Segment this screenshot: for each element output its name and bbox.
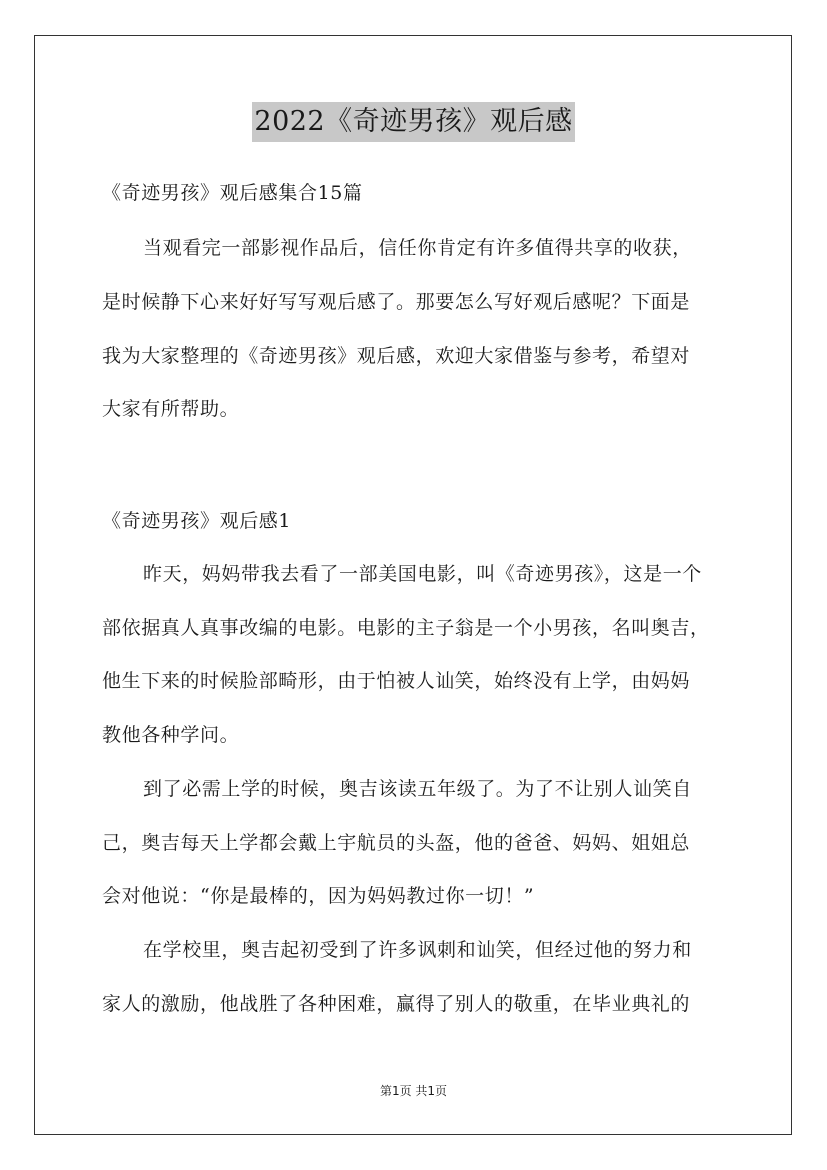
document-subtitle: 《奇迹男孩》观后感集合15篇 xyxy=(102,182,363,204)
paragraph-line: 在学校里，奥吉起初受到了许多讽刺和讪笑，但经过他的努力和 xyxy=(143,939,692,961)
paragraph-line: 到了必需上学的时候，奥吉该读五年级了。为了不让别人讪笑自 xyxy=(143,778,692,800)
document-title: 2022《奇迹男孩》观后感 xyxy=(252,102,574,142)
paragraph-line: 家人的激励，他战胜了各种困难，赢得了别人的敬重，在毕业典礼的 xyxy=(102,993,691,1015)
paragraph-line: 昨天，妈妈带我去看了一部美国电影，叫《奇迹男孩》，这是一个 xyxy=(143,563,702,585)
paragraph-line: 己，奥吉每天上学都会戴上宇航员的头盔，他的爸爸、妈妈、姐姐总 xyxy=(102,832,691,854)
paragraph-line: 他生下来的时候脸部畸形，由于怕被人讪笑，始终没有上学，由妈妈 xyxy=(102,670,691,692)
paragraph-line: 部依据真人真事改编的电影。电影的主子翁是一个小男孩，名叫奥吉， xyxy=(102,617,710,639)
section-heading: 《奇迹男孩》观后感1 xyxy=(102,510,292,532)
intro-line: 大家有所帮助。 xyxy=(102,398,240,420)
title-container xyxy=(0,102,827,142)
intro-line: 我为大家整理的《奇迹男孩》观后感，欢迎大家借鉴与参考，希望对 xyxy=(102,345,691,367)
paragraph-line: 会对他说：“你是最棒的，因为妈妈教过你一切！” xyxy=(102,885,535,907)
paragraph-line: 教他各种学问。 xyxy=(102,724,240,746)
intro-line: 当观看完一部影视作品后，信任你肯定有许多值得共享的收获， xyxy=(143,237,692,259)
intro-line: 是时候静下心来好好写写观后感了。那要怎么写好观后感呢？下面是 xyxy=(102,291,691,313)
page-footer: 第1页 共1页 xyxy=(379,1084,448,1098)
